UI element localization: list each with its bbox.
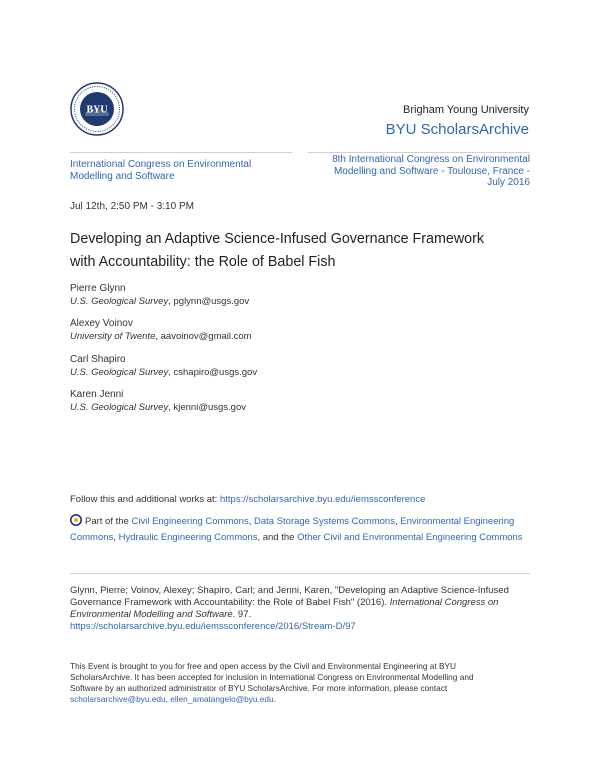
contact-email-links[interactable]: scholarsarchive@byu.edu, ellen_amatangelo@byu.edu	[70, 694, 274, 704]
commons-link-civil-engineering[interactable]: Civil Engineering Commons	[131, 516, 249, 527]
author-affiliation	[70, 401, 530, 415]
author-name: Karen Jenni	[70, 388, 124, 400]
affiliation-name: U.S. Geological Survey	[70, 366, 169, 378]
notice-line: Software by an authorized administrator of BYU ScholarsArchive. For more information, please contact	[70, 683, 448, 693]
commons-separator: ,	[113, 532, 119, 543]
session-time: Jul 12th, 2:50 PM - 3:10 PM	[70, 201, 194, 212]
follow-prefix: Follow this and additional works at:	[70, 494, 220, 505]
conference-event-link[interactable]	[308, 152, 530, 189]
conference-event-line: July 2016	[487, 177, 530, 188]
affiliation-name: University of Twente	[70, 331, 156, 343]
affiliation-name: U.S. Geological Survey	[70, 296, 169, 307]
commons-separator: ,	[248, 516, 254, 527]
author-affiliation	[70, 330, 530, 344]
conference-series-link[interactable]	[70, 152, 292, 182]
part-of-commons	[70, 514, 540, 546]
commons-and: , and the	[257, 532, 298, 543]
conference-event-line: 8th International Congress on Environmental	[332, 154, 530, 165]
notice-contact-line	[70, 694, 540, 705]
byu-seal-logo	[70, 82, 124, 136]
paper-title	[70, 228, 540, 274]
author-affiliation	[70, 366, 530, 380]
paper-title-line: with Accountability: the Role of Babel Fish	[70, 254, 336, 270]
notice-end: .	[273, 694, 276, 704]
commons-link-environmental-engineering[interactable]: Environmental Engineering Commons	[70, 516, 515, 543]
paper-title-line: Developing an Adaptive Science-Infused Governance Framework	[70, 231, 485, 247]
follow-line	[70, 494, 540, 505]
author-name: Alexey Voinov	[70, 318, 133, 330]
author-name: Carl Shapiro	[70, 353, 126, 365]
author-email: , cshapiro@usgs.gov	[168, 366, 258, 378]
commons-link-data-storage[interactable]: Data Storage Systems Commons	[253, 516, 395, 527]
open-access-notice	[70, 661, 540, 705]
author-list	[70, 283, 530, 424]
author-name: Pierre Glynn	[70, 283, 126, 294]
commons-separator: ,	[394, 516, 401, 527]
author-entry	[70, 318, 530, 353]
commons-link-other-civil-environmental[interactable]: Other Civil and Environmental Engineering Commons	[297, 532, 523, 543]
citation-after: . 97.	[232, 609, 252, 620]
author-email: , kjenni@usgs.gov	[168, 401, 246, 413]
conference-series-line: International Congress on Environmental	[70, 159, 252, 170]
author-affiliation	[70, 295, 530, 309]
commons-link-hydraulic-engineering[interactable]: Hydraulic Engineering Commons	[118, 532, 258, 543]
notice-line: ScholarsArchive. It has been accepted for inclusion in International Congress on Environmental Modelling and	[70, 672, 474, 682]
citation-journal: International Congress on Environmental Modelling and Software	[70, 597, 499, 620]
scholarsarchive-link[interactable]: BYU ScholarsArchive	[385, 121, 529, 138]
part-of-prefix: Part of the	[85, 516, 132, 527]
recommended-citation	[70, 585, 540, 633]
university-name: Brigham Young University	[403, 104, 529, 116]
citation-text: Glynn, Pierre; Voinov, Alexey; Shapiro, Carl; and Jenni, Karen, "Developing an Adaptive Science-Infused Governance Framework with Accountability: the Role of Babel Fish" (2016).	[70, 585, 509, 608]
author-email: , pglynn@usgs.gov	[168, 296, 250, 307]
affiliation-name: U.S. Geological Survey	[70, 401, 169, 413]
author-entry	[70, 283, 530, 318]
commons-network-icon	[70, 514, 82, 526]
citation-url-link[interactable]: https://scholarsarchive.byu.edu/iemssconference/2016/Stream-D/97	[70, 621, 356, 632]
notice-line: This Event is brought to you for free and open access by the Civil and Environmental Engineering at BYU	[70, 661, 457, 671]
conference-event-line: Modelling and Software - Toulouse, France -	[333, 165, 530, 177]
section-divider	[70, 573, 530, 574]
author-entry	[70, 389, 530, 424]
conference-series-line: Modelling and Software	[70, 170, 175, 182]
seal-text: BYU	[86, 104, 108, 116]
follow-url-link[interactable]: https://scholarsarchive.byu.edu/iemssconference	[219, 494, 426, 505]
author-entry	[70, 354, 530, 389]
author-email: , aavoinov@gmail.com	[155, 331, 252, 343]
